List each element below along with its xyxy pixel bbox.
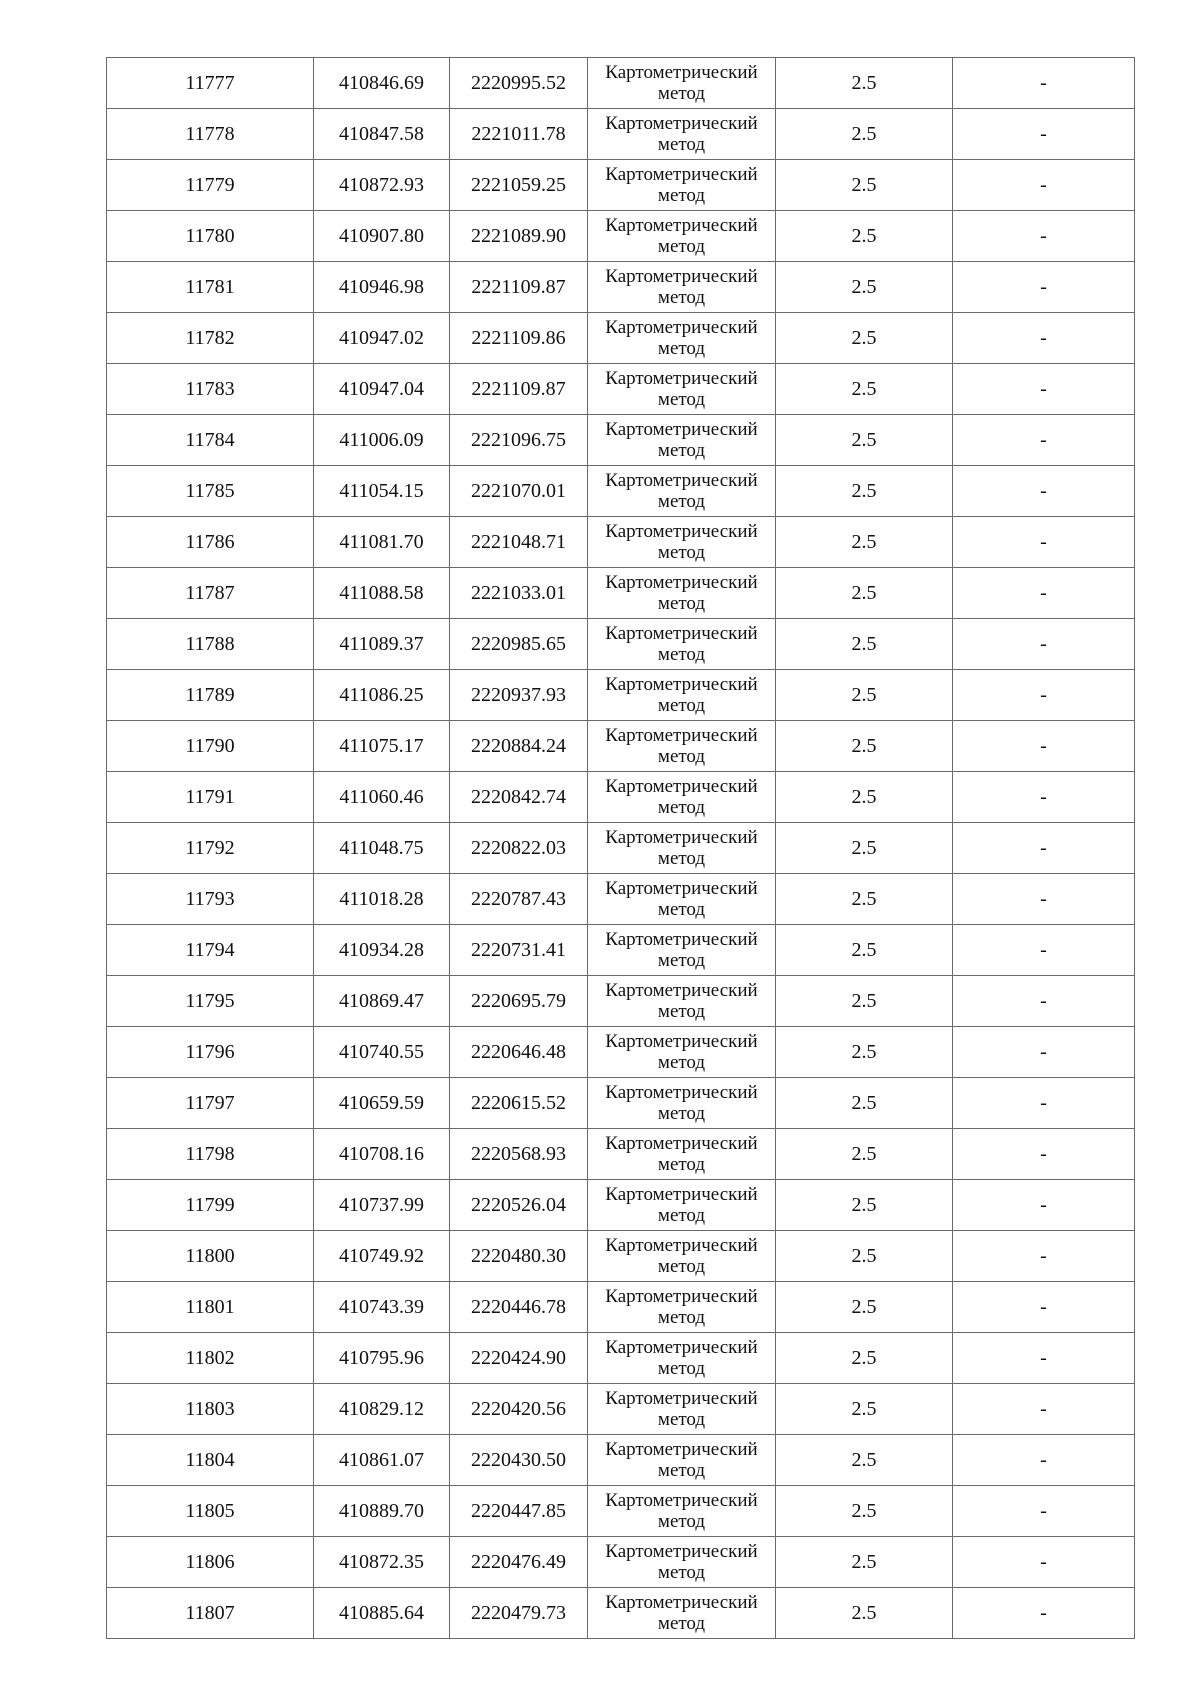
point-number-cell: 11783 [107,364,314,415]
method-text: метод [657,185,706,206]
method-text: метод [657,1409,706,1430]
accuracy-cell: 2.5 [776,1129,953,1180]
accuracy-cell: 2.5 [776,517,953,568]
coordinates-table [106,57,1135,1639]
note-cell: - [953,1384,1135,1435]
point-number-cell: 11785 [107,466,314,517]
accuracy-cell: 2.5 [776,823,953,874]
method-text: Картометрический [605,929,758,950]
table-row [107,1333,1135,1384]
note-cell: - [953,1537,1135,1588]
table-row [107,772,1135,823]
method-text: метод [657,1103,706,1124]
y-coordinate-cell: 2220526.04 [450,1180,588,1231]
method-text: метод [657,695,706,716]
note-cell: - [953,1078,1135,1129]
table-row [107,109,1135,160]
accuracy-cell: 2.5 [776,415,953,466]
method-cell [588,976,776,1027]
table-row [107,925,1135,976]
note-cell: - [953,1129,1135,1180]
point-number-cell: 11800 [107,1231,314,1282]
point-number-cell: 11791 [107,772,314,823]
method-text: метод [657,287,706,308]
table-row [107,619,1135,670]
note-cell: - [953,313,1135,364]
point-number-cell: 11794 [107,925,314,976]
x-coordinate-cell: 411081.70 [314,517,450,568]
x-coordinate-cell: 410947.02 [314,313,450,364]
note-cell: - [953,1486,1135,1537]
table-row [107,721,1135,772]
method-text: Картометрический [605,164,758,185]
method-text: метод [657,491,706,512]
x-coordinate-cell: 410861.07 [314,1435,450,1486]
method-text: Картометрический [605,1184,758,1205]
note-cell: - [953,925,1135,976]
method-cell [588,1588,776,1639]
y-coordinate-cell: 2220430.50 [450,1435,588,1486]
table-row [107,262,1135,313]
x-coordinate-cell: 411086.25 [314,670,450,721]
y-coordinate-cell: 2221109.87 [450,262,588,313]
point-number-cell: 11796 [107,1027,314,1078]
method-cell [588,925,776,976]
accuracy-cell: 2.5 [776,262,953,313]
y-coordinate-cell: 2220480.30 [450,1231,588,1282]
method-cell [588,1129,776,1180]
method-cell [588,262,776,313]
x-coordinate-cell: 410708.16 [314,1129,450,1180]
accuracy-cell: 2.5 [776,1486,953,1537]
x-coordinate-cell: 411088.58 [314,568,450,619]
table-row [107,670,1135,721]
x-coordinate-cell: 410743.39 [314,1282,450,1333]
method-text: Картометрический [605,1337,758,1358]
method-cell [588,670,776,721]
note-cell: - [953,109,1135,160]
method-text: Картометрический [605,674,758,695]
x-coordinate-cell: 410946.98 [314,262,450,313]
note-cell: - [953,1435,1135,1486]
point-number-cell: 11801 [107,1282,314,1333]
note-cell: - [953,211,1135,262]
point-number-cell: 11788 [107,619,314,670]
table-row [107,976,1135,1027]
method-text: Картометрический [605,725,758,746]
x-coordinate-cell: 410934.28 [314,925,450,976]
x-coordinate-cell: 411075.17 [314,721,450,772]
note-cell: - [953,619,1135,670]
x-coordinate-cell: 410872.35 [314,1537,450,1588]
method-text: Картометрический [605,215,758,236]
point-number-cell: 11780 [107,211,314,262]
x-coordinate-cell: 410947.04 [314,364,450,415]
method-cell [588,772,776,823]
method-text: метод [657,899,706,920]
accuracy-cell: 2.5 [776,1435,953,1486]
table-row [107,160,1135,211]
method-cell [588,364,776,415]
method-text: Картометрический [605,368,758,389]
point-number-cell: 11807 [107,1588,314,1639]
note-cell: - [953,1231,1135,1282]
method-text: метод [657,1460,706,1481]
y-coordinate-cell: 2220842.74 [450,772,588,823]
y-coordinate-cell: 2221109.86 [450,313,588,364]
accuracy-cell: 2.5 [776,976,953,1027]
note-cell: - [953,364,1135,415]
method-text: Картометрический [605,1490,758,1511]
table-row [107,1231,1135,1282]
method-text: Картометрический [605,980,758,1001]
method-text: Картометрический [605,572,758,593]
x-coordinate-cell: 410659.59 [314,1078,450,1129]
method-text: Картометрический [605,878,758,899]
accuracy-cell: 2.5 [776,721,953,772]
accuracy-cell: 2.5 [776,619,953,670]
table-row [107,415,1135,466]
point-number-cell: 11781 [107,262,314,313]
method-text: метод [657,1001,706,1022]
y-coordinate-cell: 2220937.93 [450,670,588,721]
y-coordinate-cell: 2220995.52 [450,58,588,109]
point-number-cell: 11797 [107,1078,314,1129]
method-text: метод [657,236,706,257]
note-cell: - [953,874,1135,925]
point-number-cell: 11790 [107,721,314,772]
accuracy-cell: 2.5 [776,364,953,415]
method-cell [588,823,776,874]
point-number-cell: 11799 [107,1180,314,1231]
method-text: метод [657,542,706,563]
method-cell [588,1231,776,1282]
method-text: Картометрический [605,62,758,83]
table-row [107,1027,1135,1078]
method-text: Картометрический [605,1388,758,1409]
table-row [107,517,1135,568]
method-cell [588,160,776,211]
point-number-cell: 11806 [107,1537,314,1588]
accuracy-cell: 2.5 [776,1231,953,1282]
x-coordinate-cell: 410889.70 [314,1486,450,1537]
x-coordinate-cell: 410847.58 [314,109,450,160]
method-cell [588,1384,776,1435]
y-coordinate-cell: 2220646.48 [450,1027,588,1078]
x-coordinate-cell: 410749.92 [314,1231,450,1282]
x-coordinate-cell: 410740.55 [314,1027,450,1078]
y-coordinate-cell: 2220731.41 [450,925,588,976]
x-coordinate-cell: 411018.28 [314,874,450,925]
x-coordinate-cell: 410795.96 [314,1333,450,1384]
method-text: метод [657,1256,706,1277]
method-text: метод [657,644,706,665]
method-cell [588,1486,776,1537]
y-coordinate-cell: 2220787.43 [450,874,588,925]
method-cell [588,568,776,619]
note-cell: - [953,1180,1135,1231]
method-text: метод [657,1205,706,1226]
point-number-cell: 11803 [107,1384,314,1435]
method-text: Картометрический [605,1235,758,1256]
y-coordinate-cell: 2220822.03 [450,823,588,874]
method-text: метод [657,1358,706,1379]
y-coordinate-cell: 2221033.01 [450,568,588,619]
note-cell: - [953,1027,1135,1078]
point-number-cell: 11793 [107,874,314,925]
table-row [107,364,1135,415]
method-text: Картометрический [605,1541,758,1562]
method-text: Картометрический [605,1082,758,1103]
note-cell: - [953,772,1135,823]
x-coordinate-cell: 410846.69 [314,58,450,109]
x-coordinate-cell: 410737.99 [314,1180,450,1231]
method-text: метод [657,1562,706,1583]
method-cell [588,1537,776,1588]
y-coordinate-cell: 2220446.78 [450,1282,588,1333]
accuracy-cell: 2.5 [776,874,953,925]
y-coordinate-cell: 2220420.56 [450,1384,588,1435]
note-cell: - [953,58,1135,109]
table-row [107,1078,1135,1129]
method-cell [588,1282,776,1333]
method-cell [588,517,776,568]
table-row [107,1588,1135,1639]
y-coordinate-cell: 2221070.01 [450,466,588,517]
accuracy-cell: 2.5 [776,1537,953,1588]
method-text: метод [657,848,706,869]
point-number-cell: 11782 [107,313,314,364]
method-text: Картометрический [605,266,758,287]
table-row [107,1384,1135,1435]
method-text: метод [657,1052,706,1073]
note-cell: - [953,466,1135,517]
table-row [107,466,1135,517]
point-number-cell: 11786 [107,517,314,568]
table-row [107,874,1135,925]
accuracy-cell: 2.5 [776,1588,953,1639]
x-coordinate-cell: 411048.75 [314,823,450,874]
method-text: Картометрический [605,521,758,542]
accuracy-cell: 2.5 [776,1282,953,1333]
method-text: метод [657,797,706,818]
x-coordinate-cell: 410907.80 [314,211,450,262]
method-cell [588,874,776,925]
method-text: Картометрический [605,827,758,848]
y-coordinate-cell: 2220476.49 [450,1537,588,1588]
method-cell [588,415,776,466]
method-cell [588,619,776,670]
method-cell [588,109,776,160]
accuracy-cell: 2.5 [776,160,953,211]
accuracy-cell: 2.5 [776,1078,953,1129]
accuracy-cell: 2.5 [776,211,953,262]
method-text: Картометрический [605,1592,758,1613]
method-text: Картометрический [605,113,758,134]
method-cell [588,58,776,109]
point-number-cell: 11804 [107,1435,314,1486]
point-number-cell: 11779 [107,160,314,211]
method-text: метод [657,389,706,410]
y-coordinate-cell: 2220695.79 [450,976,588,1027]
method-text: метод [657,83,706,104]
y-coordinate-cell: 2220615.52 [450,1078,588,1129]
accuracy-cell: 2.5 [776,313,953,364]
note-cell: - [953,517,1135,568]
method-text: метод [657,1307,706,1328]
x-coordinate-cell: 411089.37 [314,619,450,670]
method-text: Картометрический [605,1286,758,1307]
y-coordinate-cell: 2221048.71 [450,517,588,568]
table-row [107,1180,1135,1231]
method-text: метод [657,338,706,359]
y-coordinate-cell: 2220568.93 [450,1129,588,1180]
method-text: метод [657,134,706,155]
method-text: Картометрический [605,1031,758,1052]
point-number-cell: 11789 [107,670,314,721]
table-row [107,211,1135,262]
accuracy-cell: 2.5 [776,1333,953,1384]
point-number-cell: 11805 [107,1486,314,1537]
y-coordinate-cell: 2220424.90 [450,1333,588,1384]
point-number-cell: 11784 [107,415,314,466]
accuracy-cell: 2.5 [776,466,953,517]
accuracy-cell: 2.5 [776,670,953,721]
note-cell: - [953,1333,1135,1384]
table-row [107,313,1135,364]
method-text: Картометрический [605,1133,758,1154]
note-cell: - [953,568,1135,619]
table-row [107,1486,1135,1537]
y-coordinate-cell: 2220985.65 [450,619,588,670]
table-row [107,1537,1135,1588]
accuracy-cell: 2.5 [776,109,953,160]
x-coordinate-cell: 410869.47 [314,976,450,1027]
table-row [107,58,1135,109]
method-cell [588,1078,776,1129]
table-body [107,58,1135,1639]
method-text: метод [657,1511,706,1532]
point-number-cell: 11798 [107,1129,314,1180]
accuracy-cell: 2.5 [776,1384,953,1435]
x-coordinate-cell: 410872.93 [314,160,450,211]
method-text: Картометрический [605,470,758,491]
note-cell: - [953,670,1135,721]
note-cell: - [953,721,1135,772]
accuracy-cell: 2.5 [776,772,953,823]
point-number-cell: 11795 [107,976,314,1027]
method-cell [588,313,776,364]
method-cell [588,1180,776,1231]
accuracy-cell: 2.5 [776,1180,953,1231]
accuracy-cell: 2.5 [776,925,953,976]
note-cell: - [953,262,1135,313]
table-row [107,1129,1135,1180]
point-number-cell: 11777 [107,58,314,109]
method-cell [588,1333,776,1384]
method-cell [588,721,776,772]
note-cell: - [953,415,1135,466]
method-text: метод [657,746,706,767]
x-coordinate-cell: 411060.46 [314,772,450,823]
point-number-cell: 11787 [107,568,314,619]
accuracy-cell: 2.5 [776,1027,953,1078]
y-coordinate-cell: 2220884.24 [450,721,588,772]
method-cell [588,1435,776,1486]
method-text: метод [657,440,706,461]
method-cell [588,211,776,262]
method-text: Картометрический [605,419,758,440]
method-cell [588,1027,776,1078]
method-text: Картометрический [605,317,758,338]
x-coordinate-cell: 410885.64 [314,1588,450,1639]
point-number-cell: 11778 [107,109,314,160]
note-cell: - [953,160,1135,211]
note-cell: - [953,976,1135,1027]
method-text: метод [657,950,706,971]
table-row [107,1435,1135,1486]
method-text: Картометрический [605,1439,758,1460]
method-text: метод [657,1154,706,1175]
x-coordinate-cell: 411006.09 [314,415,450,466]
y-coordinate-cell: 2220479.73 [450,1588,588,1639]
point-number-cell: 11802 [107,1333,314,1384]
x-coordinate-cell: 411054.15 [314,466,450,517]
method-text: Картометрический [605,623,758,644]
method-cell [588,466,776,517]
method-text: метод [657,593,706,614]
accuracy-cell: 2.5 [776,58,953,109]
note-cell: - [953,1282,1135,1333]
point-number-cell: 11792 [107,823,314,874]
table-row [107,1282,1135,1333]
accuracy-cell: 2.5 [776,568,953,619]
y-coordinate-cell: 2221011.78 [450,109,588,160]
y-coordinate-cell: 2221109.87 [450,364,588,415]
y-coordinate-cell: 2221089.90 [450,211,588,262]
y-coordinate-cell: 2221096.75 [450,415,588,466]
y-coordinate-cell: 2221059.25 [450,160,588,211]
method-text: метод [657,1613,706,1634]
table-row [107,823,1135,874]
method-text: Картометрический [605,776,758,797]
table-row [107,568,1135,619]
note-cell: - [953,1588,1135,1639]
y-coordinate-cell: 2220447.85 [450,1486,588,1537]
note-cell: - [953,823,1135,874]
x-coordinate-cell: 410829.12 [314,1384,450,1435]
